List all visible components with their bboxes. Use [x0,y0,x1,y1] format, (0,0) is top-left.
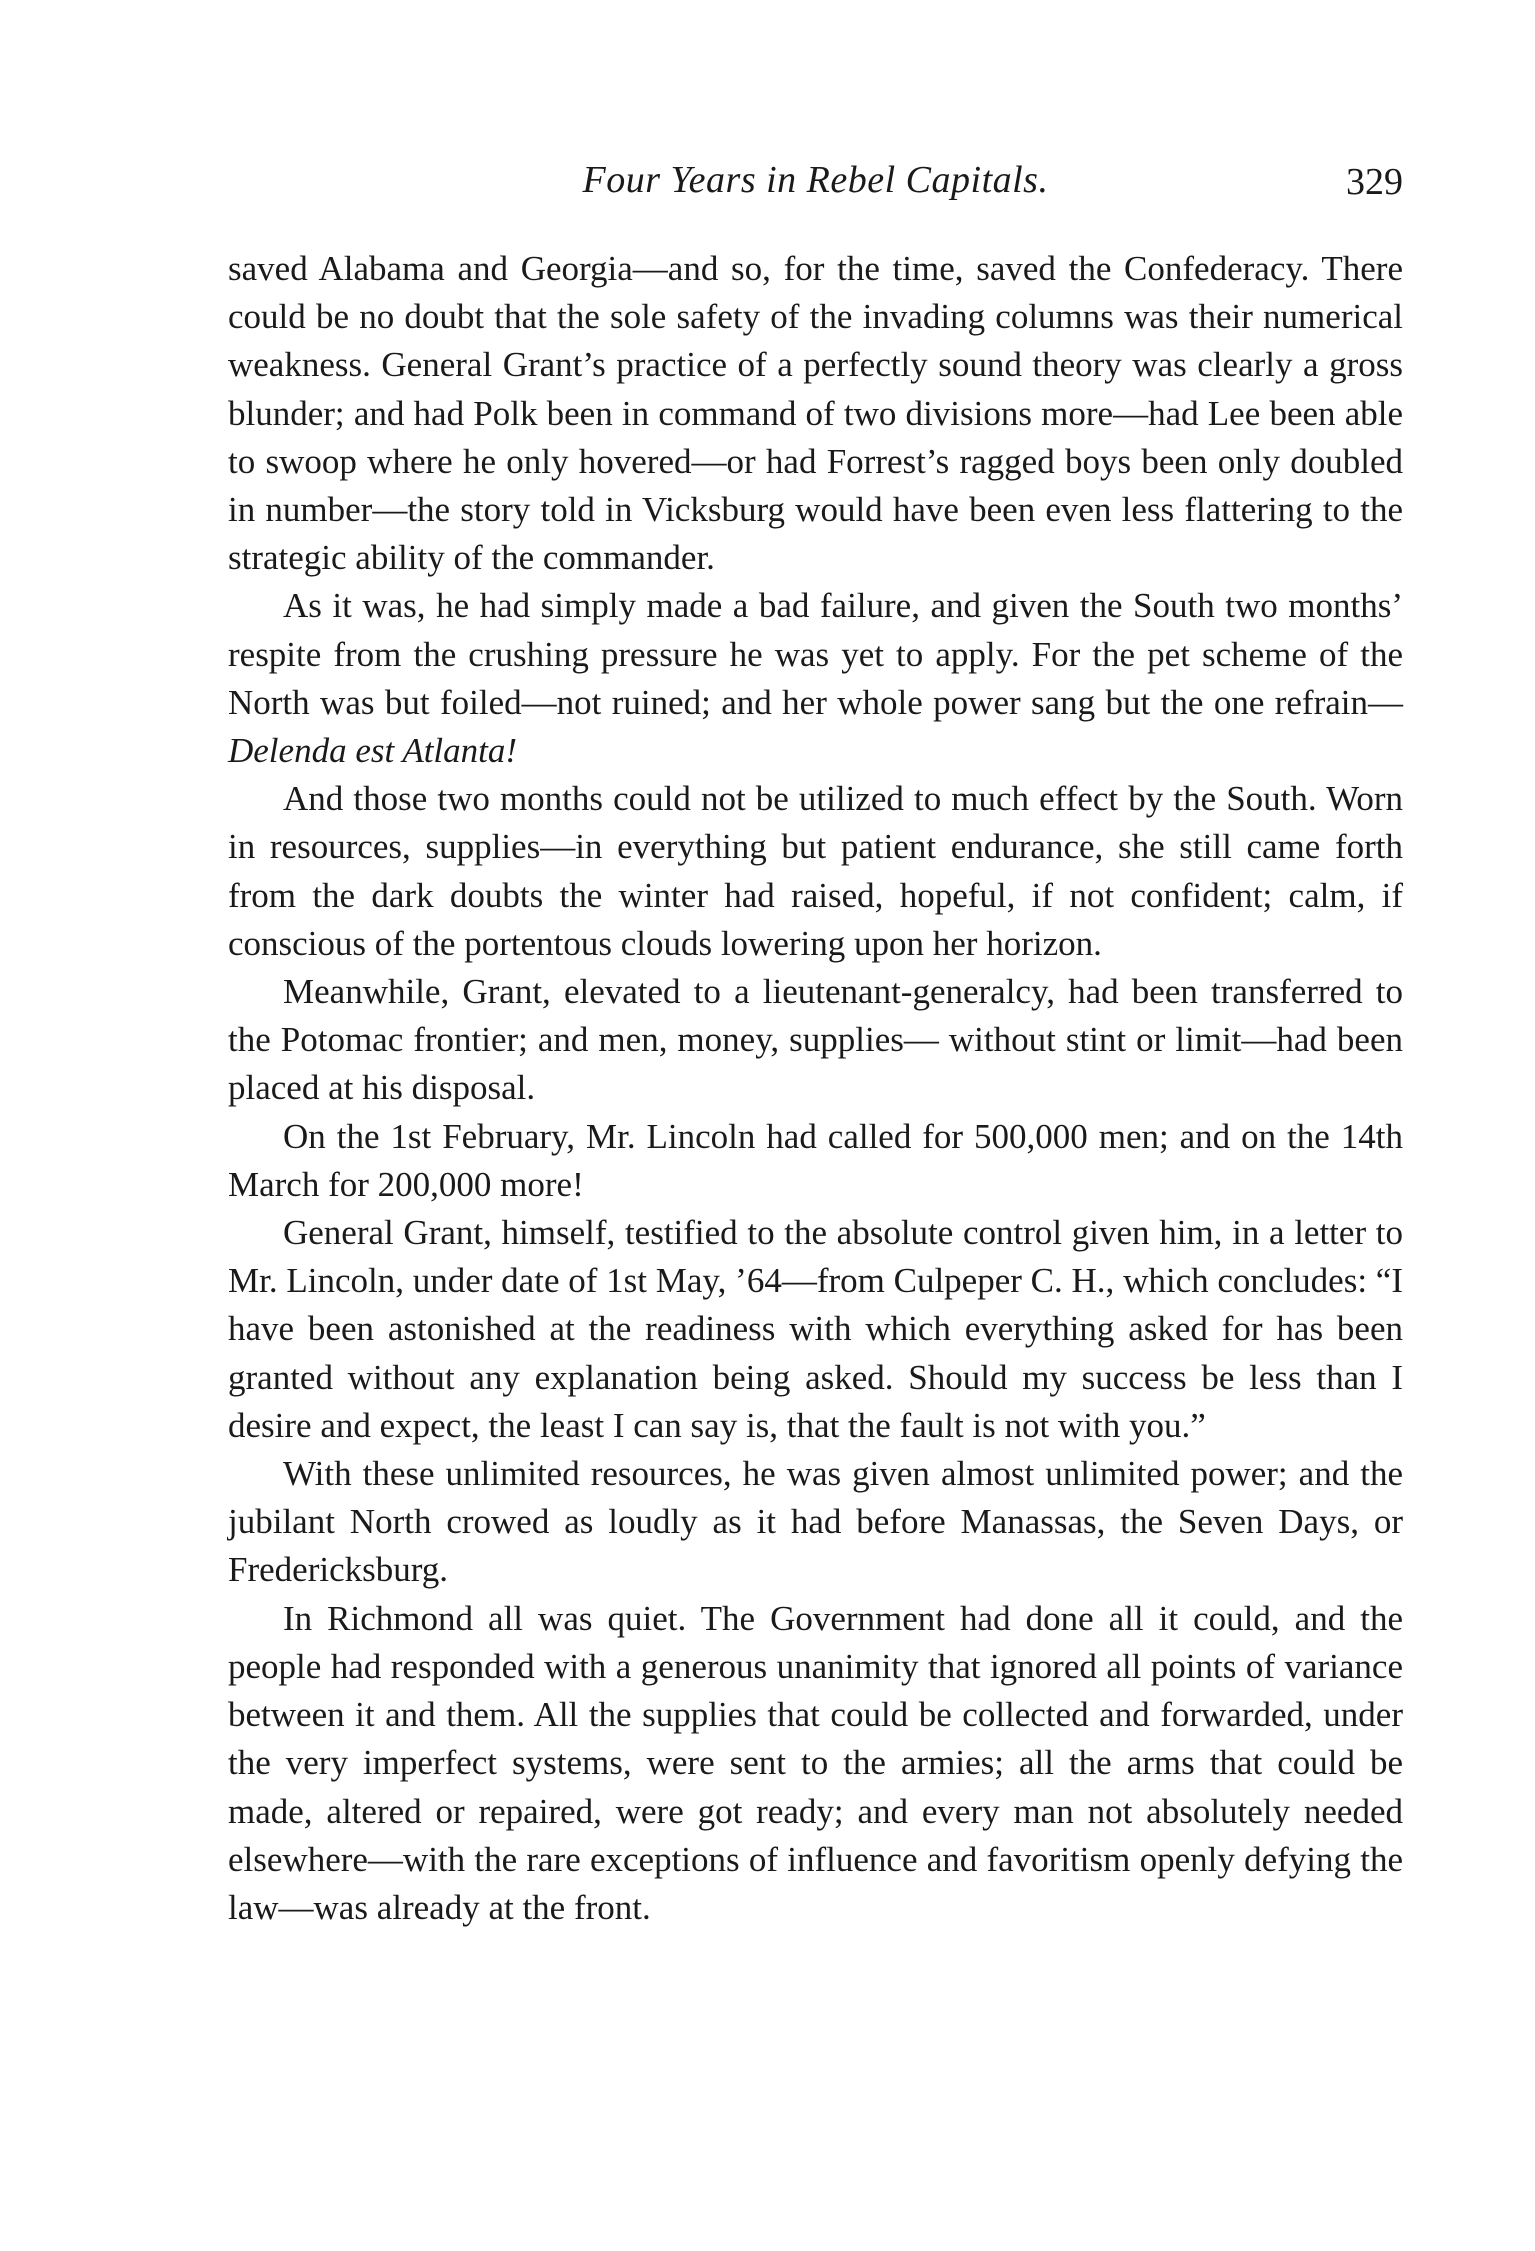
running-head [228,158,1403,208]
paragraph: With these unlimited resources, he was given almost unlimited power; and the jubilant North crowed as loudly as it had before Manassas, the Seven Days, or Fredericksburg. [228,1454,1403,1590]
paragraph: On the 1st February, Mr. Lincoln had called for 500,000 men; and on the 14th March for 200,000 more! [228,1116,1403,1204]
paragraph-text: As it was, he had simply made a bad failure, and given the South two months’ respite from the crushing pressure he was yet to apply. For the pet scheme of the North was but foiled—not ruined; and her whole power sang but the one refrain— [228,586,1403,722]
paragraph [228,582,1403,775]
body-text [228,245,1403,1932]
paragraph: Meanwhile, Grant, elevated to a lieutenant-generalcy, had been transferred to the Potomac frontier; and men, money, supplies— without stint or limit—had been placed at his disposal. [228,972,1403,1108]
paragraph: In Richmond all was quiet. The Government had done all it could, and the people had responded with a generous unanimity that ignored all points of variance between it and them. All the supplies that could be collected and forwarded, under the very imperfect systems, were sent to the armies; all the arms that could be made, altered or repaired, were got ready; and every man not absolutely needed elsewhere—with the rare exceptions of influence and favoritism openly defying the law—was already at the front. [228,1598,1403,1927]
page-number: 329 [1346,161,1403,203]
running-title: Four Years in Rebel Capitals. [582,159,1049,201]
paragraph: saved Alabama and Georgia—and so, for the time, saved the Confederacy. There could be no doubt that the sole safety of the invading columns was their numerical weakness. General Grant’s practice of a perfectly sound theory was clearly a gross blunder; and had Polk been in command of two divisions more—had Lee been able to swoop where he only hovered—or had Forrest’s ragged boys been only doubled in number—the story told in Vicksburg would have been even less flattering to the strategic ability of the commander. [228,249,1403,578]
paragraph: General Grant, himself, testified to the absolute control given him, in a letter to Mr. Lincoln, under date of 1st May, ’64—from Culpeper C. H., which concludes: “I have been astonished at the readiness with which everything asked for has been granted without any explanation being asked. Should my success be less than I desire and expect, the least I can say is, that the fault is not with you.” [228,1213,1403,1445]
italic-phrase: Delenda est Atlanta! [228,731,518,771]
paragraph: And those two months could not be utilized to much effect by the South. Worn in resources, supplies—in everything but patient endurance, she still came forth from the dark doubts the winter had raised, hopeful, if not confident; calm, if conscious of the portentous clouds lowering upon her horizon. [228,779,1403,963]
